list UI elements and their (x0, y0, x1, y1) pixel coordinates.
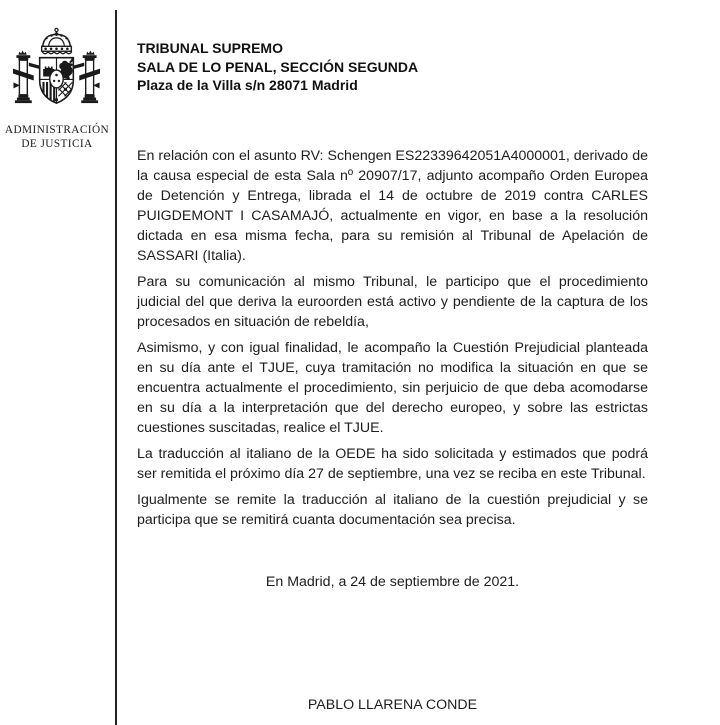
paragraph-3: Asimismo, y con igual finalidad, le acompaño la Cuestión Prejudicial planteada en su día ante el TJUE, cuya tramitación no modifica la situación en que se encuentra actualmente el procedimiento, sin perjuicio de que deba acomodarse en su día a la interpretación que del derecho europeo, y sobre las estrictas cuestiones suscitadas, realice el TJUE. (137, 340, 648, 436)
paragraph-5: Igualmente se remite la traducción al italiano de la cuestión prejudicial y se participa que se remitirá cuanta documentación sea precisa. (137, 492, 648, 528)
administration-label (0, 124, 114, 151)
spain-coat-of-arms-icon (9, 25, 104, 124)
org-line2: DE JUSTICIA (21, 137, 93, 150)
court-section: SALA DE LO PENAL, SECCIÓN SEGUNDA (137, 58, 419, 75)
court-header (137, 39, 657, 95)
org-line1: ADMINISTRACIÓN (4, 124, 110, 136)
paragraph-4: La traducción al italiano de la OEDE ha sido solicitada y estimados que podrá ser remitida el próximo día 27 de septiembre, una vez se reciba en este Tribunal. (137, 446, 648, 482)
vertical-divider (115, 10, 117, 725)
signature-name: PABLO LLARENA CONDE (307, 697, 478, 713)
court-name: TRIBUNAL SUPREMO (137, 40, 283, 56)
letter-body (137, 146, 648, 715)
paragraph-2: Para su comunicación al mismo Tribunal, le participo que el procedimiento judicial del que deriva la euroorden está activo y pendiente de la captura de los procesados en situación de rebeldía, (137, 274, 648, 330)
paragraph-1: En relación con el asunto RV: Schengen ES22339642051A4000001, derivado de la causa especial de esta Sala nº 20907/17, adjunto acompaño Orden Europea de Detención y Entrega, librada el 14 de octubre de 2019 contra CARLES PUIGDEMONT I CASAMAJÓ, actualmente en vigor, en base a la resolución dictada en esa misma fecha, para su remisión al Tribunal de Apelación de SASSARI (Italia). (137, 148, 648, 264)
court-address: Plaza de la Villa s/n 28071 Madrid (137, 77, 358, 93)
letterhead-sidebar (0, 0, 115, 725)
date-line: En Madrid, a 24 de septiembre de 2021. (265, 574, 520, 590)
